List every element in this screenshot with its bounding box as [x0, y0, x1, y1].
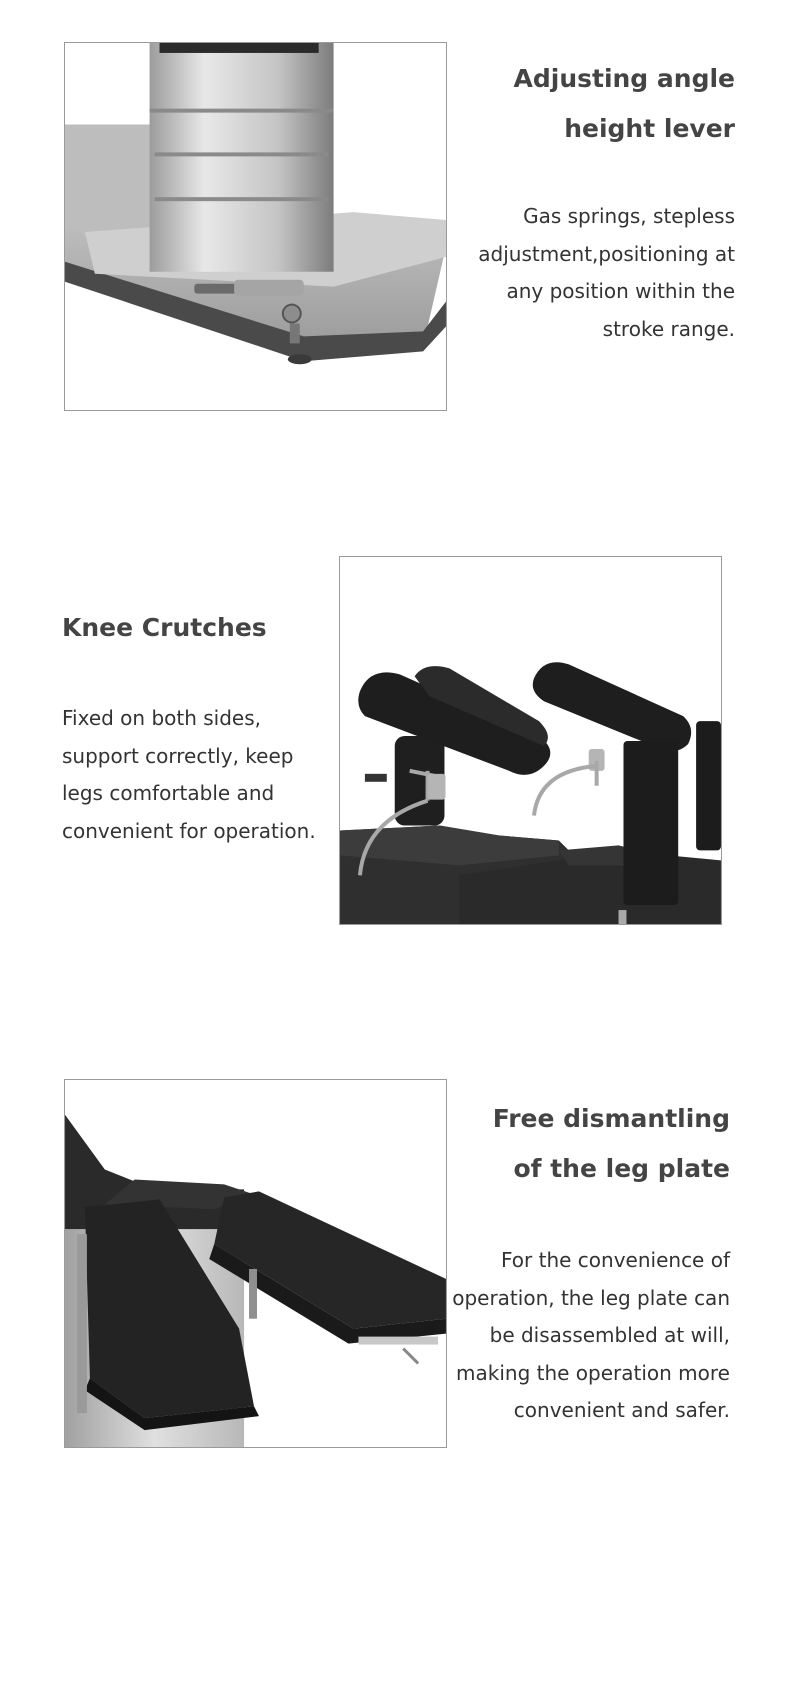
- product-photo-knee-crutches: [339, 556, 722, 925]
- feature-description: [62, 700, 316, 850]
- product-photo-leg-plate: [64, 1079, 447, 1448]
- leg-plate-illustration: [65, 1080, 446, 1447]
- description-line: stroke range.: [602, 316, 735, 341]
- feature-heading: [514, 54, 736, 154]
- heading-line: height lever: [564, 114, 735, 143]
- heading-line: of the leg plate: [513, 1154, 730, 1183]
- description-line: any position within the: [506, 279, 735, 303]
- heading-line: Free dismantling: [492, 1104, 730, 1133]
- description-line: adjustment,positioning at: [478, 241, 735, 266]
- description-line: operation, the leg plate can: [452, 1285, 730, 1310]
- knee-crutches-illustration: [340, 557, 721, 924]
- description-line: be disassembled at will,: [489, 1323, 730, 1347]
- description-line: convenient and safer.: [513, 1398, 730, 1422]
- description-line: making the operation more: [456, 1360, 730, 1385]
- heading-line: Knee Crutches: [62, 613, 267, 642]
- heading-line: Adjusting angle: [513, 64, 735, 93]
- feature-heading: [493, 1094, 730, 1194]
- feature-description: [478, 198, 735, 348]
- description-line: legs comfortable and: [62, 781, 275, 805]
- product-photo-base-lever: [64, 42, 447, 411]
- description-line: Fixed on both sides,: [62, 706, 262, 730]
- operating-table-base-illustration: [65, 43, 446, 410]
- feature-description: [452, 1242, 730, 1430]
- description-line: Gas springs, stepless: [523, 204, 735, 228]
- description-line: For the convenience of: [501, 1248, 730, 1272]
- description-line: support correctly, keep: [62, 743, 294, 768]
- feature-heading: [62, 603, 267, 653]
- description-line: convenient for operation.: [62, 818, 316, 843]
